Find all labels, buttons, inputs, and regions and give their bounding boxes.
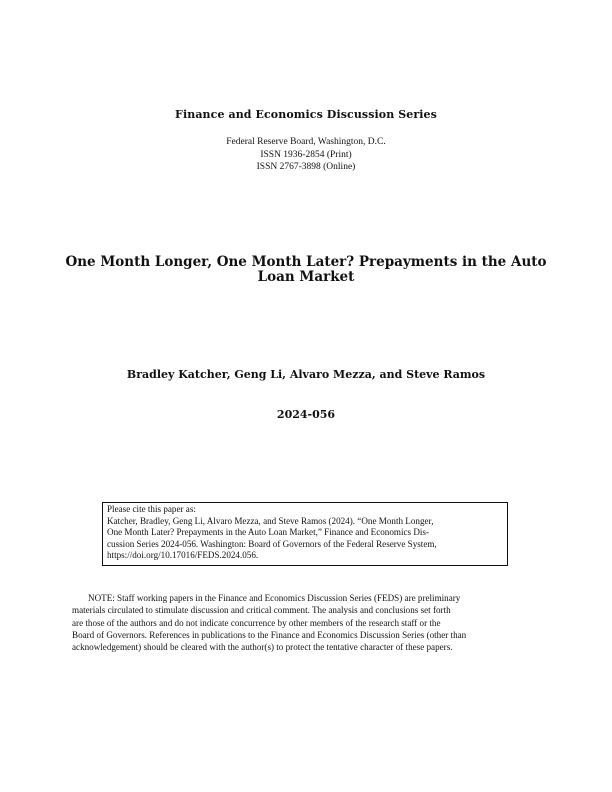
citation-heading: Please cite this paper as: — [107, 504, 196, 514]
citation-doi-link[interactable]: https://doi.org/10.17016/FEDS.2024.056. — [107, 550, 259, 561]
note-line: materials circulated to stimulate discussion and critical comment. The analysis and conclusions set forth — [72, 605, 451, 616]
citation-line: cussion Series 2024-056. Washington: Board of Governors of the Federal Reserve System, — [107, 538, 437, 549]
series-title: Finance and Economics Discussion Series — [175, 108, 437, 121]
paper-number: 2024-056 — [276, 408, 336, 421]
note-line: are those of the authors and do not indicate concurrence by other members of the research staff or the — [72, 617, 441, 628]
note-line: Board of Governors. References in publications to the Finance and Economics Discussion Series (other than — [72, 629, 467, 640]
paper-title — [60, 255, 552, 285]
citation-line: Katcher, Bradley, Geng Li, Alvaro Mezza, and Steve Ramos (2024). “One Month Longer, — [107, 515, 434, 526]
publisher-info — [0, 136, 612, 174]
note-line: acknowledgement) should be cleared with the author(s) to protect the tentative character of these papers. — [72, 642, 453, 653]
citation-box — [102, 502, 508, 566]
author-list: Bradley Katcher, Geng Li, Alvaro Mezza, and Steve Ramos — [126, 368, 486, 381]
issn-print: ISSN 1936-2854 (Print) — [260, 149, 352, 160]
staff-note — [72, 592, 542, 653]
publisher-line: Federal Reserve Board, Washington, D.C. — [226, 137, 386, 147]
issn-online: ISSN 2767-3898 (Online) — [256, 162, 356, 172]
citation-line: One Month Later? Prepayments in the Auto Loan Market,” Finance and Economics Dis- — [107, 527, 429, 538]
paper-title-line: Loan Market — [257, 269, 355, 285]
note-line: NOTE: Staff working papers in the Finance and Economics Discussion Series (FEDS) are preliminary — [88, 593, 461, 603]
paper-title-line: One Month Longer, One Month Later? Prepayments in the Auto — [65, 254, 547, 270]
